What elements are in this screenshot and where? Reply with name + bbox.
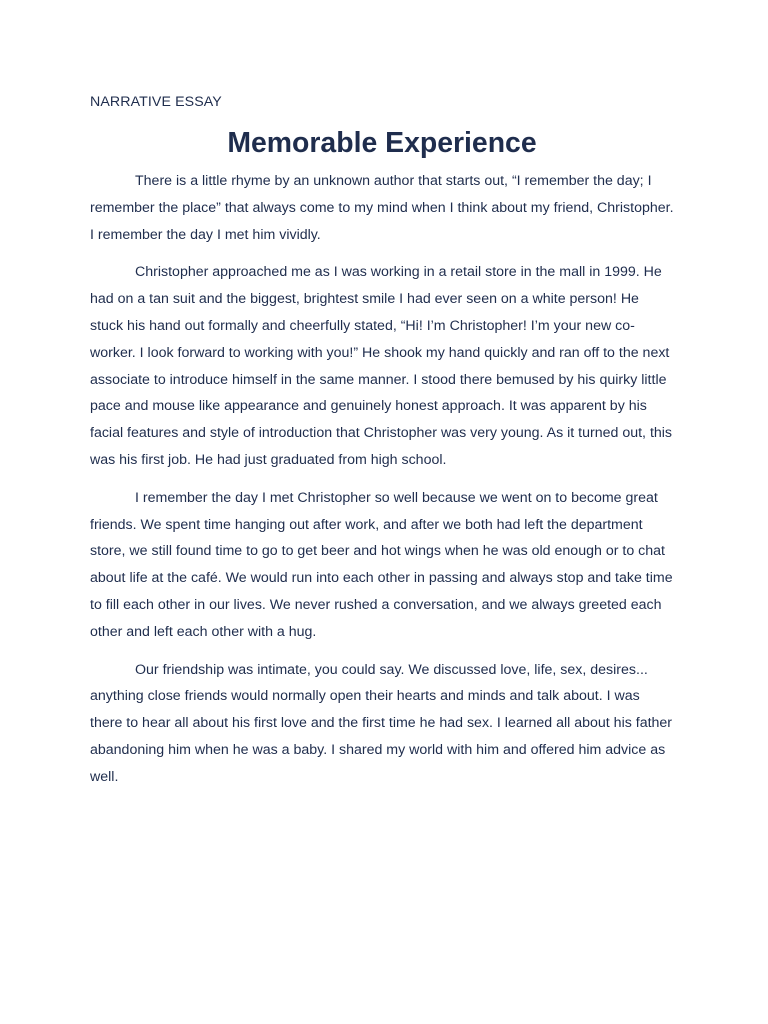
text-line: the next associate to introduce himself in the same manner. I stood there bemused by [90, 344, 670, 388]
text-line: He had on a tan suit and the biggest, brightest smile I had ever seen on a white person! [90, 264, 662, 308]
paragraph [90, 259, 674, 473]
paragraph [90, 657, 674, 791]
paragraph [90, 485, 674, 646]
paragraph [90, 168, 674, 248]
text-line: conversation, and we always greeted each other and left each other with a hug. [90, 596, 662, 640]
text-line: There is a little rhyme by an unknown author that starts out, “I remember the day; [135, 173, 644, 189]
text-line: about. I was there to hear all about his first love and the first time he had sex. I learned [90, 688, 640, 732]
text-line: co-worker. I look forward to working with you!” He shook my hand quickly and ran off to [90, 317, 635, 361]
text-line: Christopher. I remember the day I met him vividly. [90, 199, 674, 243]
text-line: department store, we still found time to go to get beer and hot wings when he was old [90, 516, 643, 560]
document-page [90, 90, 674, 791]
text-line: I remember the place” that always come to my mind when I think about my friend, [90, 173, 652, 216]
text-line: He stuck his hand out formally and cheerfully stated, “Hi! I’m Christopher! I’m your new [90, 291, 639, 334]
text-line: all about his father abandoning him when he was a baby. I shared my world with him [90, 715, 673, 758]
text-line: Christopher approached me as I was working in a retail store in the mall in 1999. [135, 264, 640, 281]
text-line: young. As it turned out, this was his first job. He had just graduated from high school. [90, 425, 673, 468]
text-line: enough or to chat about life at the café. We would run into each other in passing and [90, 543, 665, 587]
text-line: great friends. We spent time hanging out after work, and after we both had left the [90, 489, 658, 533]
text-line: Our friendship was intimate, you could say. We discussed love, life, sex, [135, 661, 587, 678]
text-line: desires... anything close friends would normally open their hearts and minds and talk [90, 661, 648, 705]
text-line: always stop and take time to fill each other in our lives. We never rushed a [90, 570, 673, 613]
document-label: NARRATIVE ESSAY [90, 94, 222, 110]
text-line: his quirky little pace and mouse like appearance and genuinely honest approach. It was [90, 371, 667, 415]
text-line: and offered him advice as well. [90, 741, 666, 785]
text-line: I remember the day I met Christopher so well because we went on to become [135, 489, 622, 506]
essay-title: Memorable Experience [227, 127, 537, 159]
text-line: apparent by his facial features and style of introduction that Christopher was very [90, 398, 647, 442]
